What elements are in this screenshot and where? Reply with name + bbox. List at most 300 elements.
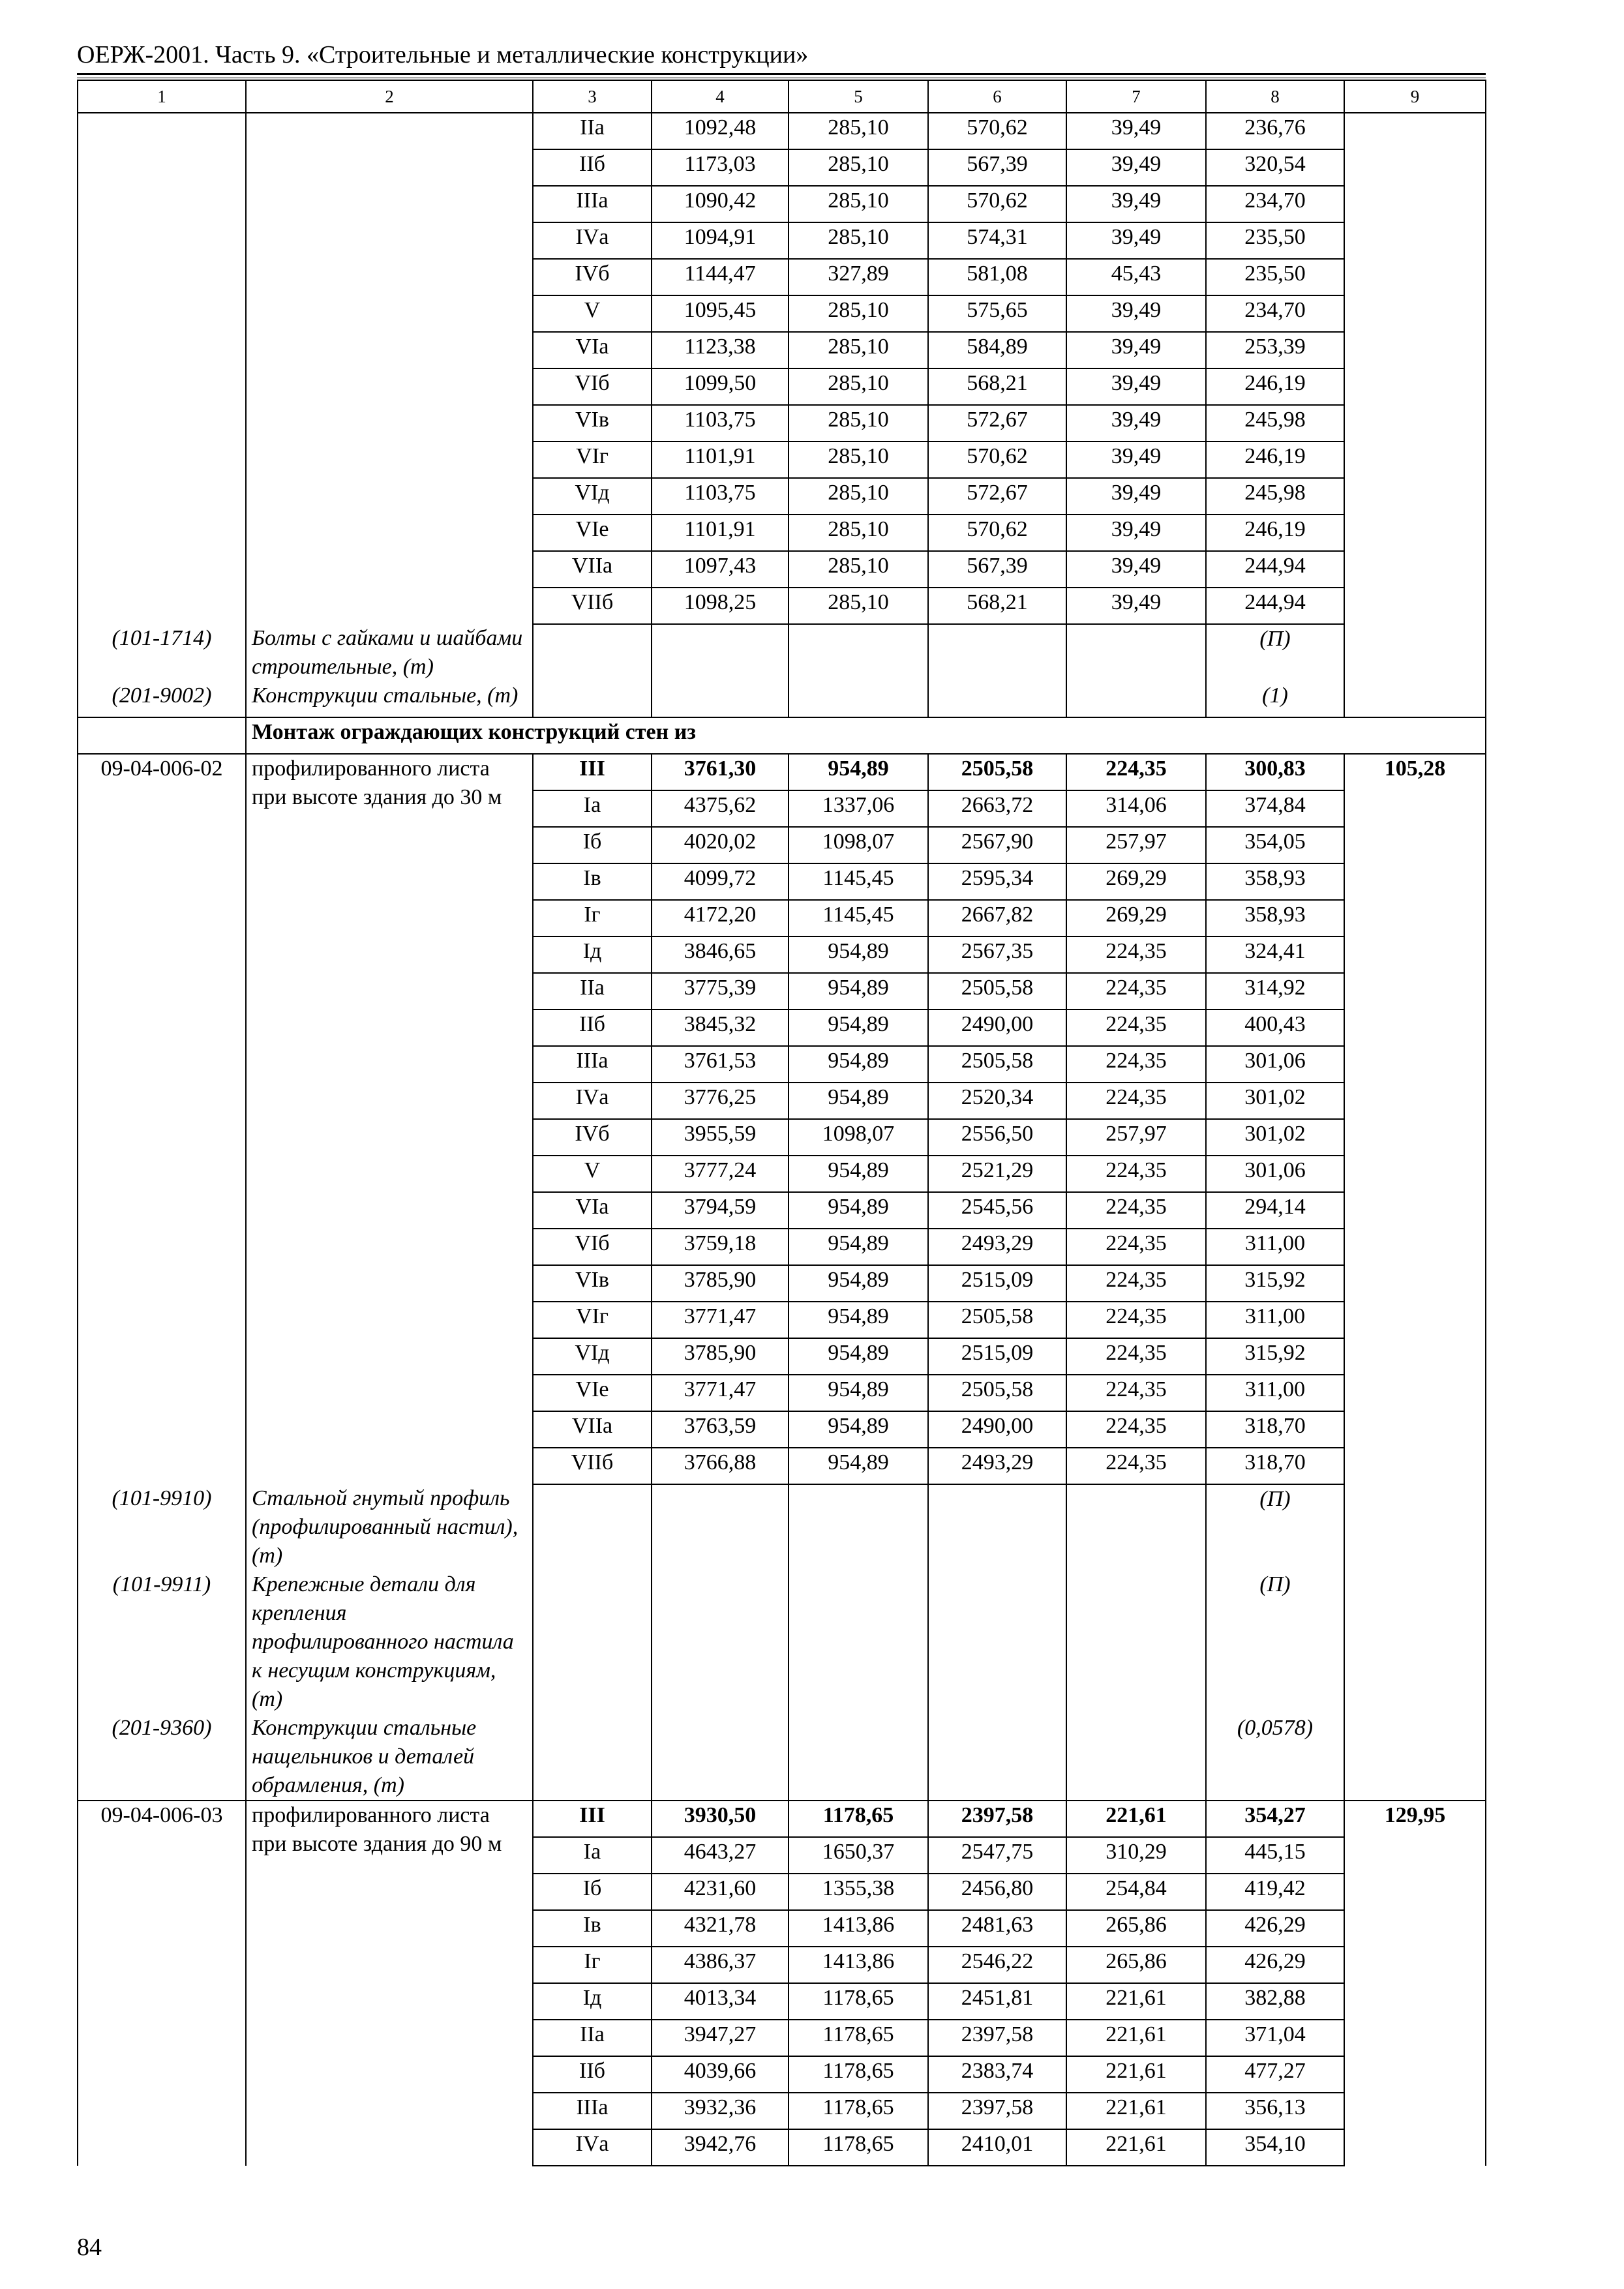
wages-cell: 1413,86 [789, 1910, 928, 1947]
materials-cell: 358,93 [1206, 863, 1344, 900]
machines-cell: 2490,00 [928, 1411, 1066, 1448]
empty-cell [1066, 1484, 1206, 1570]
labor-cell [1344, 515, 1486, 551]
machines-cell: 2456,80 [928, 1874, 1066, 1910]
machinist-wages-cell: 39,49 [1066, 405, 1206, 441]
table-row [78, 1801, 1486, 1837]
machinist-wages-cell: 314,06 [1066, 790, 1206, 827]
column-header: 8 [1206, 80, 1344, 113]
table-row [78, 478, 1486, 515]
machinist-wages-cell: 224,35 [1066, 1083, 1206, 1119]
resource-row [78, 681, 1486, 717]
total-cost-cell: 1101,91 [652, 441, 789, 478]
labor-cell [1344, 588, 1486, 624]
machines-cell: 2451,81 [928, 1983, 1066, 2020]
zone-cell: IVб [533, 259, 652, 295]
materials-cell: 354,05 [1206, 827, 1344, 863]
machinist-wages-cell: 269,29 [1066, 900, 1206, 936]
wages-cell: 1413,86 [789, 1947, 928, 1983]
work-name: профилированного листа при высоте здания до 90 м [246, 1801, 533, 2166]
materials-cell: 244,94 [1206, 551, 1344, 588]
materials-cell: 246,19 [1206, 368, 1344, 405]
machinist-wages-cell: 224,35 [1066, 1229, 1206, 1265]
machinist-wages-cell: 224,35 [1066, 754, 1206, 790]
machines-cell: 2397,58 [928, 2093, 1066, 2129]
materials-cell: 245,98 [1206, 405, 1344, 441]
wages-cell: 954,89 [789, 1265, 928, 1302]
code-cell [78, 515, 246, 551]
materials-cell: 253,39 [1206, 332, 1344, 368]
machines-cell: 2493,29 [928, 1229, 1066, 1265]
wages-cell: 285,10 [789, 551, 928, 588]
resource-value: (П) [1206, 1570, 1344, 1714]
labor-cell [1344, 149, 1486, 186]
machines-cell: 2556,50 [928, 1119, 1066, 1156]
wages-cell: 285,10 [789, 515, 928, 551]
code-cell [78, 368, 246, 405]
machines-cell: 572,67 [928, 405, 1066, 441]
materials-cell: 301,02 [1206, 1119, 1344, 1156]
empty-cell [1066, 624, 1206, 681]
table-row [78, 588, 1486, 624]
page-number: 84 [77, 2234, 102, 2261]
machines-cell: 2505,58 [928, 1302, 1066, 1338]
labor-total: 105,28 [1344, 754, 1486, 1484]
resource-name: Стальной гнутый профиль (профилированный настил), (т) [246, 1484, 533, 1570]
labor-cell [1344, 551, 1486, 588]
machinist-wages-cell: 39,49 [1066, 551, 1206, 588]
empty-cell [1344, 1570, 1486, 1714]
name-cell [246, 515, 533, 551]
total-cost-cell: 3845,32 [652, 1010, 789, 1046]
machinist-wages-cell: 221,61 [1066, 1983, 1206, 2020]
wages-cell: 954,89 [789, 1192, 928, 1229]
name-cell [246, 186, 533, 222]
machinist-wages-cell: 257,97 [1066, 1119, 1206, 1156]
materials-cell: 244,94 [1206, 588, 1344, 624]
total-cost-cell: 1092,48 [652, 113, 789, 149]
machinist-wages-cell: 224,35 [1066, 1302, 1206, 1338]
wages-cell: 285,10 [789, 222, 928, 259]
machinist-wages-cell: 39,49 [1066, 588, 1206, 624]
materials-cell: 400,43 [1206, 1010, 1344, 1046]
column-header: 9 [1344, 80, 1486, 113]
code-cell [78, 222, 246, 259]
resource-code: (101-9911) [78, 1570, 246, 1714]
machines-cell: 2515,09 [928, 1338, 1066, 1375]
resource-code: (201-9360) [78, 1714, 246, 1801]
zone-cell: VIг [533, 1302, 652, 1338]
zone-cell: IIб [533, 149, 652, 186]
table-row [78, 551, 1486, 588]
zone-cell: VIд [533, 478, 652, 515]
total-cost-cell: 1144,47 [652, 259, 789, 295]
materials-cell: 301,02 [1206, 1083, 1344, 1119]
zone-cell: III [533, 1801, 652, 1837]
column-header: 6 [928, 80, 1066, 113]
total-cost-cell: 3759,18 [652, 1229, 789, 1265]
empty-cell [1344, 624, 1486, 681]
machinist-wages-cell: 221,61 [1066, 2129, 1206, 2166]
materials-cell: 374,84 [1206, 790, 1344, 827]
zone-cell: VIе [533, 1375, 652, 1411]
zone-cell: Iб [533, 1874, 652, 1910]
total-cost-cell: 3777,24 [652, 1156, 789, 1192]
machinist-wages-cell: 45,43 [1066, 259, 1206, 295]
section-title-row [78, 717, 1486, 754]
empty-cell [928, 681, 1066, 717]
wages-cell: 1178,65 [789, 2129, 928, 2166]
wages-cell: 1178,65 [789, 2056, 928, 2093]
table-row [78, 259, 1486, 295]
zone-cell: IIа [533, 113, 652, 149]
materials-cell: 235,50 [1206, 259, 1344, 295]
total-cost-cell: 4643,27 [652, 1837, 789, 1874]
materials-cell: 315,92 [1206, 1338, 1344, 1375]
machines-cell: 567,39 [928, 551, 1066, 588]
machines-cell: 568,21 [928, 588, 1066, 624]
total-cost-cell: 1095,45 [652, 295, 789, 332]
resource-row [78, 1570, 1486, 1714]
machinist-wages-cell: 39,49 [1066, 295, 1206, 332]
materials-cell: 311,00 [1206, 1302, 1344, 1338]
materials-cell: 315,92 [1206, 1265, 1344, 1302]
total-cost-cell: 3775,39 [652, 973, 789, 1010]
materials-cell: 356,13 [1206, 2093, 1344, 2129]
labor-cell [1344, 113, 1486, 149]
machines-cell: 2567,90 [928, 827, 1066, 863]
machines-cell: 2547,75 [928, 1837, 1066, 1874]
zone-cell: Iб [533, 827, 652, 863]
machinist-wages-cell: 224,35 [1066, 973, 1206, 1010]
empty-cell [789, 624, 928, 681]
wages-cell: 954,89 [789, 936, 928, 973]
total-cost-cell: 3761,53 [652, 1046, 789, 1083]
wages-cell: 285,10 [789, 186, 928, 222]
total-cost-cell: 3761,30 [652, 754, 789, 790]
machines-cell: 2490,00 [928, 1010, 1066, 1046]
empty-cell [533, 624, 652, 681]
empty-cell [1344, 1714, 1486, 1801]
table-row [78, 295, 1486, 332]
wages-cell: 327,89 [789, 259, 928, 295]
wages-cell: 954,89 [789, 1375, 928, 1411]
total-cost-cell: 1103,75 [652, 405, 789, 441]
total-cost-cell: 4013,34 [652, 1983, 789, 2020]
name-cell [246, 149, 533, 186]
empty-cell [1066, 681, 1206, 717]
wages-cell: 954,89 [789, 754, 928, 790]
machines-cell: 2667,82 [928, 900, 1066, 936]
zone-cell: III [533, 754, 652, 790]
zone-cell: Iг [533, 1947, 652, 1983]
machines-cell: 570,62 [928, 515, 1066, 551]
zone-cell: IIIа [533, 1046, 652, 1083]
code-cell [78, 332, 246, 368]
zone-cell: IIа [533, 973, 652, 1010]
zone-cell: VIг [533, 441, 652, 478]
column-header: 2 [246, 80, 533, 113]
machinist-wages-cell: 254,84 [1066, 1874, 1206, 1910]
machines-cell: 2397,58 [928, 1801, 1066, 1837]
zone-cell: IVа [533, 2129, 652, 2166]
materials-cell: 300,83 [1206, 754, 1344, 790]
table-row [78, 222, 1486, 259]
rate-code: 09-04-006-02 [78, 754, 246, 1484]
machinist-wages-cell: 224,35 [1066, 1448, 1206, 1484]
machinist-wages-cell: 221,61 [1066, 1801, 1206, 1837]
labor-cell [1344, 368, 1486, 405]
total-cost-cell: 3771,47 [652, 1302, 789, 1338]
zone-cell: IIIа [533, 186, 652, 222]
rate-code: 09-04-006-03 [78, 1801, 246, 2166]
machines-cell: 2521,29 [928, 1156, 1066, 1192]
materials-cell: 234,70 [1206, 186, 1344, 222]
materials-cell: 354,27 [1206, 1801, 1344, 1837]
zone-cell: Iд [533, 1983, 652, 2020]
machinist-wages-cell: 39,49 [1066, 149, 1206, 186]
labor-total: 129,95 [1344, 1801, 1486, 2166]
machinist-wages-cell: 39,49 [1066, 515, 1206, 551]
total-cost-cell: 4039,66 [652, 2056, 789, 2093]
column-header: 4 [652, 80, 789, 113]
materials-cell: 301,06 [1206, 1156, 1344, 1192]
materials-cell: 301,06 [1206, 1046, 1344, 1083]
empty-cell [928, 1570, 1066, 1714]
zone-cell: VIд [533, 1338, 652, 1375]
machines-cell: 574,31 [928, 222, 1066, 259]
zone-cell: VIа [533, 1192, 652, 1229]
resource-row [78, 624, 1486, 681]
table-row [78, 113, 1486, 149]
labor-cell [1344, 478, 1486, 515]
machinist-wages-cell: 224,35 [1066, 1192, 1206, 1229]
empty-cell [533, 1484, 652, 1570]
machinist-wages-cell: 39,49 [1066, 186, 1206, 222]
zone-cell: VIв [533, 405, 652, 441]
machines-cell: 2383,74 [928, 2056, 1066, 2093]
price-table [77, 80, 1486, 2166]
materials-cell: 311,00 [1206, 1375, 1344, 1411]
resource-name: Болты с гайками и шайбами строительные, (т) [246, 624, 533, 681]
code-cell [78, 149, 246, 186]
machines-cell: 570,62 [928, 441, 1066, 478]
materials-cell: 477,27 [1206, 2056, 1344, 2093]
table-row [78, 186, 1486, 222]
wages-cell: 1098,07 [789, 1119, 928, 1156]
wages-cell: 1337,06 [789, 790, 928, 827]
machinist-wages-cell: 269,29 [1066, 863, 1206, 900]
empty-cell [1066, 1714, 1206, 1801]
materials-cell: 426,29 [1206, 1910, 1344, 1947]
table-row [78, 332, 1486, 368]
total-cost-cell: 3942,76 [652, 2129, 789, 2166]
table-row [78, 441, 1486, 478]
wages-cell: 954,89 [789, 1338, 928, 1375]
total-cost-cell: 1123,38 [652, 332, 789, 368]
machinist-wages-cell: 224,35 [1066, 1265, 1206, 1302]
total-cost-cell: 1099,50 [652, 368, 789, 405]
wages-cell: 954,89 [789, 973, 928, 1010]
name-cell [246, 222, 533, 259]
total-cost-cell: 4321,78 [652, 1910, 789, 1947]
header-rule [77, 73, 1486, 75]
materials-cell: 246,19 [1206, 515, 1344, 551]
wages-cell: 1650,37 [789, 1837, 928, 1874]
page-header: ОЕРЖ-2001. Часть 9. «Строительные и металлические конструкции» [77, 41, 809, 68]
machines-cell: 2595,34 [928, 863, 1066, 900]
empty-cell [652, 681, 789, 717]
machines-cell: 575,65 [928, 295, 1066, 332]
materials-cell: 235,50 [1206, 222, 1344, 259]
name-cell [246, 588, 533, 624]
total-cost-cell: 3930,50 [652, 1801, 789, 1837]
wages-cell: 954,89 [789, 1156, 928, 1192]
machines-cell: 2505,58 [928, 973, 1066, 1010]
empty-cell [789, 1484, 928, 1570]
empty-cell [652, 624, 789, 681]
labor-cell [1344, 332, 1486, 368]
empty-cell [652, 1570, 789, 1714]
machinist-wages-cell: 39,49 [1066, 368, 1206, 405]
materials-cell: 382,88 [1206, 1983, 1344, 2020]
column-header: 5 [789, 80, 928, 113]
empty-cell [652, 1714, 789, 1801]
total-cost-cell: 3955,59 [652, 1119, 789, 1156]
wages-cell: 1145,45 [789, 900, 928, 936]
machines-cell: 567,39 [928, 149, 1066, 186]
wages-cell: 1178,65 [789, 1801, 928, 1837]
wages-cell: 954,89 [789, 1010, 928, 1046]
resource-name: Конструкции стальные нащельников и деталей обрамления, (т) [246, 1714, 533, 1801]
total-cost-cell: 3766,88 [652, 1448, 789, 1484]
work-name: профилированного листа при высоте здания до 30 м [246, 754, 533, 1484]
column-header: 3 [533, 80, 652, 113]
wages-cell: 1098,07 [789, 827, 928, 863]
empty-cell [1344, 681, 1486, 717]
machinist-wages-cell: 39,49 [1066, 222, 1206, 259]
zone-cell: V [533, 295, 652, 332]
table-row [78, 405, 1486, 441]
zone-cell: VIв [533, 1265, 652, 1302]
machinist-wages-cell: 224,35 [1066, 936, 1206, 973]
section-spacer [78, 717, 246, 754]
code-cell [78, 441, 246, 478]
machinist-wages-cell: 224,35 [1066, 1375, 1206, 1411]
empty-cell [789, 1570, 928, 1714]
column-header: 1 [78, 80, 246, 113]
labor-cell [1344, 295, 1486, 332]
machinist-wages-cell: 39,49 [1066, 332, 1206, 368]
zone-cell: IIа [533, 2020, 652, 2056]
machinist-wages-cell: 221,61 [1066, 2020, 1206, 2056]
resource-value: (П) [1206, 624, 1344, 681]
total-cost-cell: 1090,42 [652, 186, 789, 222]
wages-cell: 285,10 [789, 478, 928, 515]
resource-row [78, 1484, 1486, 1570]
zone-cell: IIб [533, 1010, 652, 1046]
wages-cell: 285,10 [789, 149, 928, 186]
machines-cell: 572,67 [928, 478, 1066, 515]
total-cost-cell: 4386,37 [652, 1947, 789, 1983]
materials-cell: 236,76 [1206, 113, 1344, 149]
wages-cell: 954,89 [789, 1302, 928, 1338]
table-row [78, 149, 1486, 186]
materials-cell: 234,70 [1206, 295, 1344, 332]
materials-cell: 419,42 [1206, 1874, 1344, 1910]
labor-cell [1344, 222, 1486, 259]
machinist-wages-cell: 265,86 [1066, 1947, 1206, 1983]
machines-cell: 570,62 [928, 113, 1066, 149]
section-title: Монтаж ограждающих конструкций стен из [246, 717, 1486, 754]
machines-cell: 2481,63 [928, 1910, 1066, 1947]
wages-cell: 285,10 [789, 368, 928, 405]
zone-cell: IVа [533, 222, 652, 259]
resource-code: (201-9002) [78, 681, 246, 717]
wages-cell: 1178,65 [789, 1983, 928, 2020]
empty-cell [533, 1714, 652, 1801]
labor-cell [1344, 259, 1486, 295]
total-cost-cell: 4375,62 [652, 790, 789, 827]
materials-cell: 318,70 [1206, 1411, 1344, 1448]
total-cost-cell: 4020,02 [652, 827, 789, 863]
wages-cell: 285,10 [789, 405, 928, 441]
materials-cell: 311,00 [1206, 1229, 1344, 1265]
machinist-wages-cell: 39,49 [1066, 441, 1206, 478]
name-cell [246, 332, 533, 368]
empty-cell [652, 1484, 789, 1570]
total-cost-cell: 1101,91 [652, 515, 789, 551]
zone-cell: VIб [533, 368, 652, 405]
labor-cell [1344, 405, 1486, 441]
materials-cell: 246,19 [1206, 441, 1344, 478]
machinist-wages-cell: 257,97 [1066, 827, 1206, 863]
wages-cell: 285,10 [789, 113, 928, 149]
table-row [78, 368, 1486, 405]
machines-cell: 2505,58 [928, 754, 1066, 790]
empty-cell [928, 1484, 1066, 1570]
column-number-row [78, 80, 1486, 113]
name-cell [246, 551, 533, 588]
empty-cell [1344, 1484, 1486, 1570]
wages-cell: 954,89 [789, 1448, 928, 1484]
machinist-wages-cell: 265,86 [1066, 1910, 1206, 1947]
materials-cell: 358,93 [1206, 900, 1344, 936]
total-cost-cell: 1094,91 [652, 222, 789, 259]
total-cost-cell: 1173,03 [652, 149, 789, 186]
total-cost-cell: 4231,60 [652, 1874, 789, 1910]
table-body [78, 80, 1486, 2166]
machines-cell: 2410,01 [928, 2129, 1066, 2166]
code-cell [78, 113, 246, 149]
machines-cell: 2520,34 [928, 1083, 1066, 1119]
code-cell [78, 588, 246, 624]
machines-cell: 2567,35 [928, 936, 1066, 973]
machines-cell: 570,62 [928, 186, 1066, 222]
total-cost-cell: 1098,25 [652, 588, 789, 624]
total-cost-cell: 3846,65 [652, 936, 789, 973]
labor-cell [1344, 186, 1486, 222]
materials-cell: 318,70 [1206, 1448, 1344, 1484]
code-cell [78, 186, 246, 222]
empty-cell [533, 681, 652, 717]
machines-cell: 568,21 [928, 368, 1066, 405]
code-cell [78, 295, 246, 332]
machines-cell: 581,08 [928, 259, 1066, 295]
machinist-wages-cell: 224,35 [1066, 1411, 1206, 1448]
materials-cell: 354,10 [1206, 2129, 1344, 2166]
name-cell [246, 259, 533, 295]
